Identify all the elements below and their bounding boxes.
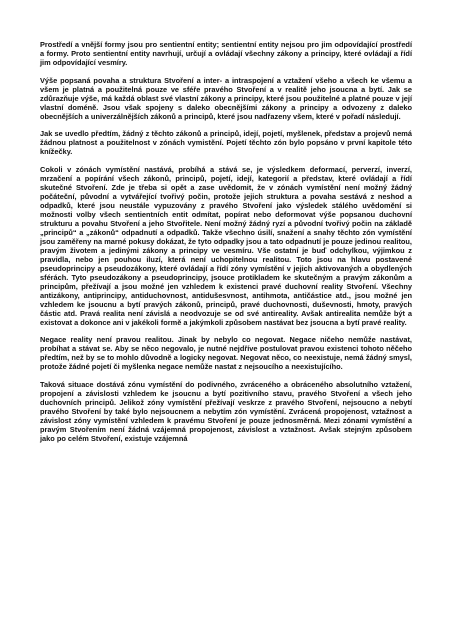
paragraph-6: Taková situace dostává zónu vymístění do podivného, zvráceného a obráceného absolutního vztažení, propojení a závislosti vzhledem ke jsoucnu a bytí pozitivního stavu, pravého Stvoření a všech jeho duchovních principů. Jelikož zóny vymístění přežívají veskrze z pravého Stvoření, nejsoucno a nebytí pravého Stvoření by také bylo nejsoucnem a nebytím zón vymístění. Zvrácená propojenost, vztažnost a závislost zóny vymístění vzhledem k pravému Stvoření je pouze jednosměrná. Mezi zónami vymístění a pravým Stvořením není žádná vzájemná propojenost, závislost a vztažnost. Avšak stejným způsobem jako po celém Stvoření, existuje vzájemná xyxy=(40,379,412,443)
paragraph-5: Negace reality není pravou realitou. Jinak by nebylo co negovat. Negace ničeho nemůže nastávat, probíhat a stávat se. Aby se něco negovalo, je nutné nejdříve postulovat pravou existenci tohoto něčeho předtím, než by se to mohlo důvodně a logicky negovat. Negovat něco, co neexistuje, nemá žádný smysl, protože žádné pojetí či myšlenka negace nemůže nastat z nejsoucího a neexistujícího. xyxy=(40,335,412,371)
document-page xyxy=(40,40,412,451)
paragraph-4: Cokoli v zónách vymístění nastává, probíhá a stává se, je výsledkem deformací, perverzí, inverzí, mrzačení a popírání všech zákonů, principů, pojetí, idejí, kategorií a představ, které ovládají a řídí skutečné Stvoření. Zde je třeba si opět a zase uvědomit, že v zónách vymístění není možný žádný počáteční, původní a vytvářející tvořivý počin, protože jejich struktura a povaha sestává z neshod a odpadků, které jsou neustále vypuzovány z pravého Stvoření jako výsledek stálého uvědomění si možnosti volby všech sentientních entit odmítat, popírat nebo deformovat výše popsanou duchovní strukturu a povahu Stvoření a jeho Stvořitele. Není možný žádný ryzí a původní tvořivý počin na základě „principů“ a „zákonů“ odpadnutí a odpadků. Takže všechno úsilí, snažení a snahy těchto zón vymístění jsou zaměřeny na marné pokusy dokázat, že tyto odpadky jsou a tato odpadnutí je pouze jedinou realitou, pravým životem a jedinými zákony a principy ve vesmíru. Vše ostatní je buď odchylkou, výjimkou z pravidla, nebo jen pouhou iluzí, která není uchopitelnou realitou. Toto jsou na hlavu postavené pseudoprincipy a pseudozákony, které ovládají a řídí zóny vymístění v jejich aktivovaných a obydlených sférách. Tyto pseudozákony a pseudoprincipy, jsouce protikladem ke skutečným a pravým zákonům a principům, přežívají a jsou možné jen vzhledem k existenci pravé duchovní reality Stvoření. Všechny antizákony, antiprincipy, antiduchovnost, antidušesvnost, antihmota, antičástice atd., jsou možné jen vzhledem ke jsoucnu a bytí pravých zákonů, principů, pravé duchovnosti, duševnosti, hmoty, pravých částic atd. Pravá realita není závislá a neodvozuje se od své antireality. Avšak antirealita nemůže být a existovat a dokonce ani v jakékoli formě a jakýmkoli způsobem nastávat bez jsoucna a bytí pravé reality. xyxy=(40,164,412,327)
paragraph-2: Výše popsaná povaha a struktura Stvoření a inter- a intraspojení a vztažení všeho a všech ke všemu a všem je platná a použitelná pouze ve sféře pravého Stvoření a v realitě jeho jsoucna a bytí. Jak se zdůrazňuje výše, má každá oblast své vlastní zákony a principy, které jsou použitelné a platné pouze v její vlastní doméně. Jsou však spojeny s daleko obecnějšími zákony a principy a odvozeny z daleko obecnějších a univerzálnějších zákonů a principů, které jsou nadřazeny všem, které v pořadí následují. xyxy=(40,75,412,121)
paragraph-1: Prostředí a vnější formy jsou pro sentientní entity; sentientní entity nejsou pro jim odpovídající prostředí a formy. Proto sentientní entity navrhují, určují a ovládají všechny zákony a principy, které ovládají a řídí jim odpovídající vesmíry. xyxy=(40,40,412,67)
paragraph-3: Jak se uvedlo předtím, žádný z těchto zákonů a principů, idejí, pojetí, myšlenek, představ a projevů nemá žádnou platnost a použitelnost v zónách vymistění. Pojetí těchto zón bylo popsáno v první kapitole této knížečky. xyxy=(40,129,412,156)
